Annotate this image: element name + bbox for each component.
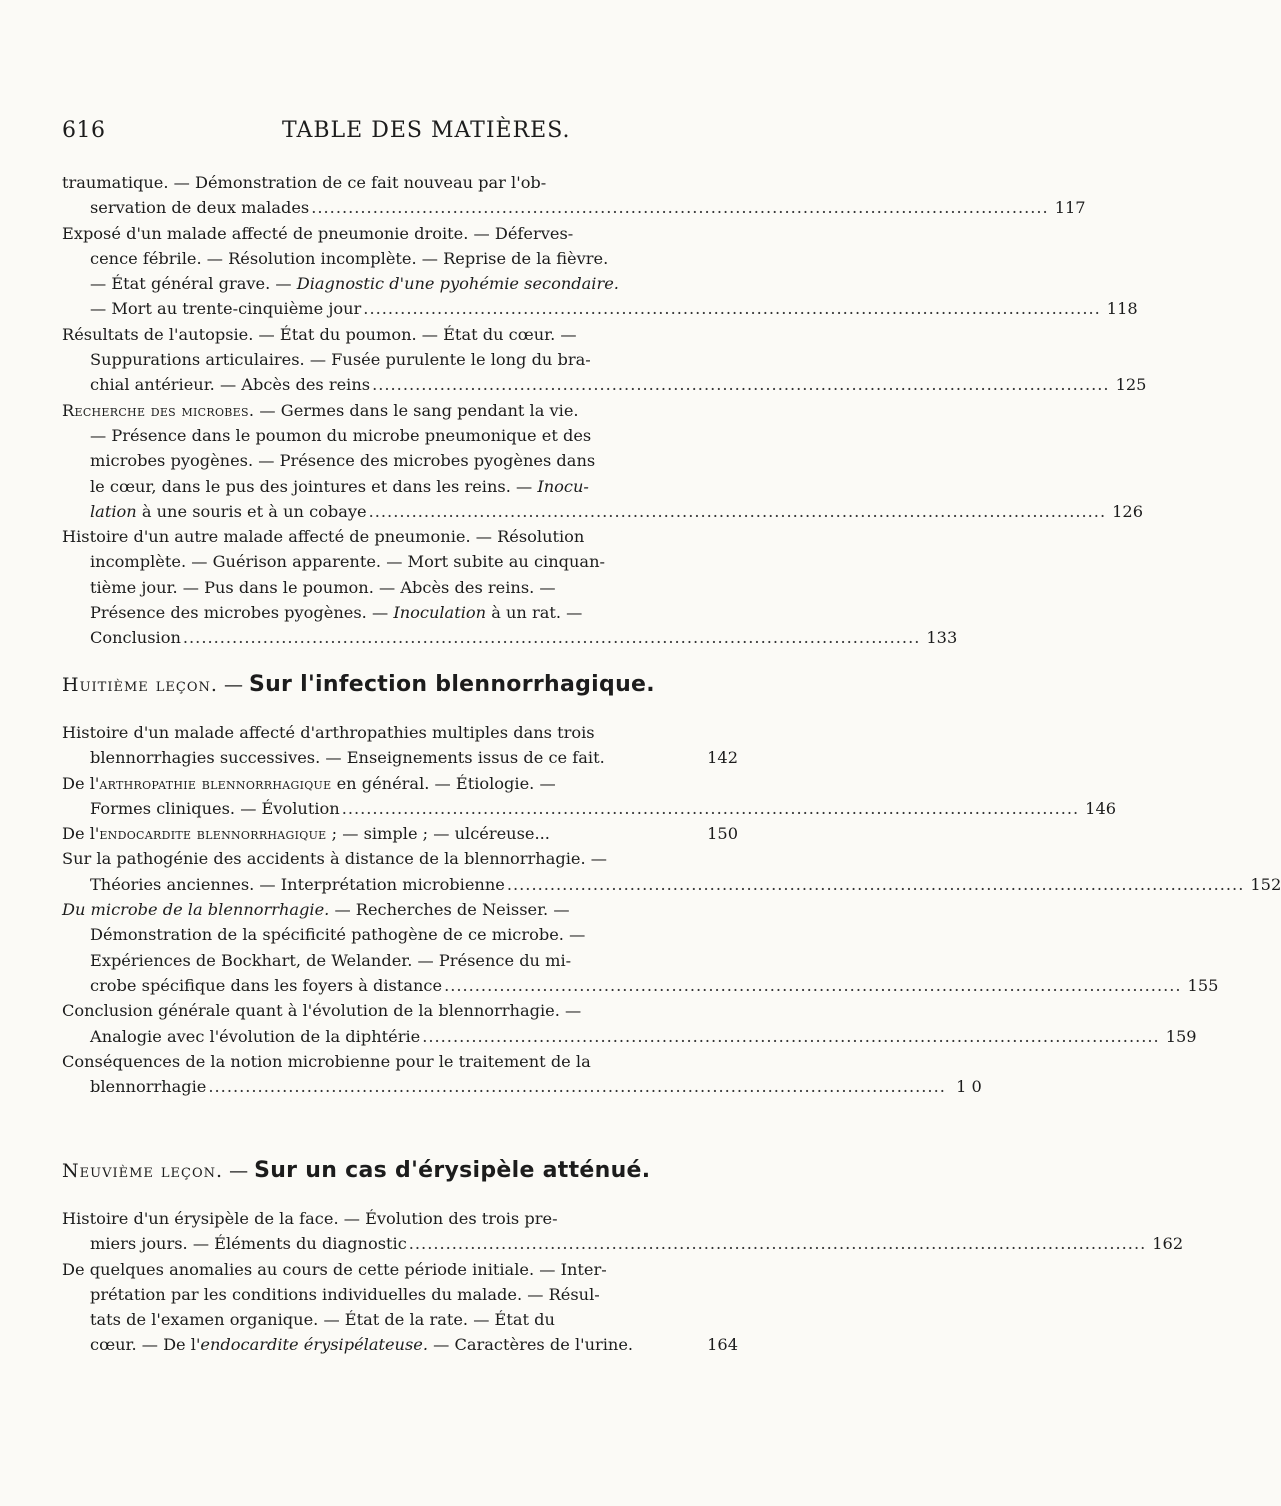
lesson-dash: — bbox=[229, 1160, 249, 1182]
entry-line: prétation par les conditions individuelles du malade. — Résul- bbox=[90, 1284, 600, 1304]
toc-entry bbox=[62, 398, 1143, 524]
entry-text: Conclusion bbox=[90, 628, 181, 648]
toc-entry bbox=[62, 998, 1197, 1049]
entry-page-number: 162 bbox=[1152, 1234, 1184, 1254]
running-title: TABLE DES MATIÈRES. bbox=[282, 118, 571, 143]
entry-line: Suppurations articulaires. — Fusée purulente le long du bra- bbox=[90, 350, 591, 370]
toc-entry bbox=[62, 221, 1138, 322]
entry-line: Histoire d'un autre malade affecté de pneumonie. — Résolution bbox=[62, 527, 585, 547]
entry-last-line bbox=[62, 499, 1143, 524]
toc-entry bbox=[62, 846, 1281, 897]
entry-line: Expériences de Bockhart, de Welander. — Présence du mi- bbox=[90, 950, 572, 970]
entry-line: microbes pyogènes. — Présence des microbes pyogènes dans bbox=[90, 451, 596, 471]
entry-last-line bbox=[62, 796, 1117, 821]
entry-line: incomplète. — Guérison apparente. — Mort subite au cinquan- bbox=[90, 552, 605, 572]
entry-line: Sur la pathogénie des accidents à distance de la blennorrhagie. — bbox=[62, 849, 607, 869]
lesson-heading-8 bbox=[62, 672, 655, 697]
entry-line: Recherche des microbes. — Germes dans le sang pendant la vie. bbox=[62, 400, 579, 420]
entry-line: De l'arthropathie blennorrhagique en général. — Étiologie. — bbox=[62, 773, 556, 793]
entry-line: traumatique. — Démonstration de ce fait nouveau par l'ob- bbox=[62, 173, 547, 192]
entry-page-number: 118 bbox=[1106, 299, 1138, 319]
entry-line: Du microbe de la blennorrhagie. — Recherches de Neisser. — bbox=[62, 900, 570, 920]
entry-text: lation à une souris et à un cobaye bbox=[90, 501, 367, 521]
entry-page-number: 125 bbox=[1115, 375, 1147, 395]
entry-line: Exposé d'un malade affecté de pneumonie droite. — Déferves- bbox=[62, 223, 574, 243]
entry-line: — État général grave. — Diagnostic d'une pyohémie secondaire. bbox=[90, 274, 619, 294]
entry-text: Formes cliniques. — Évolution bbox=[90, 798, 340, 818]
lesson-ordinal: Huitième leçon. bbox=[62, 674, 218, 696]
entry-line: tième jour. — Pus dans le poumon. — Abcès des reins. — bbox=[90, 577, 556, 597]
dot-leader: ........................................................................................................................ bbox=[311, 198, 1049, 218]
toc-entries-lesson-9 bbox=[62, 1206, 1184, 1358]
page-number: 616 bbox=[62, 118, 106, 143]
entry-page-number: 152 bbox=[1250, 874, 1281, 894]
entry-line: Histoire d'un malade affecté d'arthropathies multiples dans trois bbox=[62, 723, 595, 742]
entry-line: Histoire d'un érysipèle de la face. — Évolution des trois pre- bbox=[62, 1209, 558, 1228]
entry-line: tats de l'examen organique. — État de la rate. — État du bbox=[90, 1310, 555, 1330]
dot-leader: ........................................................................................................................ bbox=[422, 1026, 1160, 1046]
dot-leader: ........................................................................................................................ bbox=[372, 375, 1110, 395]
toc-entry bbox=[62, 1049, 982, 1100]
entry-last-line bbox=[62, 1231, 1184, 1256]
entry-line: — Présence dans le poumon du microbe pneumonique et des bbox=[90, 425, 592, 445]
entry-page-number: 155 bbox=[1187, 975, 1219, 995]
lesson-ordinal: Neuvième leçon. bbox=[62, 1160, 224, 1182]
entry-last-line bbox=[62, 1024, 1197, 1049]
toc-entry bbox=[62, 720, 738, 771]
entry-last-line bbox=[62, 625, 958, 650]
lesson-title: Sur un cas d'érysipèle atténué. bbox=[254, 1158, 651, 1183]
lesson-title: Sur l'infection blennorrhagique. bbox=[248, 672, 655, 697]
entry-line: Conclusion générale quant à l'évolution de la blennorrhagie. — bbox=[62, 1001, 582, 1021]
entry-page-number: 117 bbox=[1054, 198, 1086, 218]
entry-text: cœur. — De l'endocardite érysipélateuse. — Caractères de l'urine. bbox=[90, 1335, 634, 1355]
entry-line: De quelques anomalies au cours de cette période initiale. — Inter- bbox=[62, 1259, 607, 1279]
entry-text: Analogie avec l'évolution de la diphtérie bbox=[90, 1026, 421, 1046]
entry-text: — Mort au trente-cinquième jour bbox=[90, 299, 362, 319]
entry-last-line bbox=[62, 821, 738, 846]
toc-entries-top bbox=[62, 170, 1147, 651]
entry-page-number: 126 bbox=[1112, 501, 1143, 521]
entry-last-line bbox=[62, 195, 1086, 220]
entry-line: cence fébrile. — Résolution incomplète. — Reprise de la fièvre. bbox=[90, 248, 609, 268]
toc-entry bbox=[62, 524, 958, 650]
entry-text: Théories anciennes. — Interprétation microbienne bbox=[90, 874, 505, 894]
toc-entry bbox=[62, 771, 1117, 822]
toc-entry bbox=[62, 897, 1219, 998]
dot-leader: ........................................................................................................................ bbox=[506, 874, 1245, 894]
running-head bbox=[0, 118, 800, 148]
entry-last-line bbox=[62, 296, 1138, 321]
entry-text: crobe spécifique dans les foyers à distance bbox=[90, 975, 443, 995]
entry-page-number: 150 bbox=[707, 824, 738, 844]
dot-leader: ........................................................................................................................ bbox=[408, 1234, 1147, 1254]
dot-leader: ........................................................................................................................ bbox=[341, 798, 1080, 818]
entry-text: miers jours. — Éléments du diagnostic bbox=[90, 1234, 407, 1254]
entry-text: De l'endocardite blennorrhagique ; — simple ; — ulcéreuse... bbox=[62, 824, 550, 844]
toc-entry bbox=[62, 1257, 738, 1358]
entry-page-number: 1 0 bbox=[956, 1077, 982, 1097]
entry-line: Conséquences de la notion microbienne pour le traitement de la bbox=[62, 1051, 591, 1071]
entry-last-line bbox=[62, 745, 738, 770]
entry-page-number: 146 bbox=[1085, 798, 1117, 818]
entry-text: blennorrhagie bbox=[90, 1077, 207, 1097]
toc-entry bbox=[62, 322, 1147, 398]
entry-text: blennorrhagies successives. — Enseignements issus de ce fait. bbox=[90, 748, 605, 768]
entry-line: Résultats de l'autopsie. — État du poumon. — État du cœur. — bbox=[62, 324, 577, 344]
toc-entry bbox=[62, 170, 1086, 221]
entry-last-line bbox=[62, 1074, 982, 1099]
entry-last-line bbox=[62, 372, 1147, 397]
lesson-dash: — bbox=[223, 674, 243, 696]
lesson-heading-9 bbox=[62, 1158, 650, 1183]
dot-leader: ........................................................................................................................ bbox=[363, 299, 1101, 319]
toc-entry bbox=[62, 821, 738, 846]
entry-line: Présence des microbes pyogènes. — Inoculation à un rat. — bbox=[90, 603, 583, 623]
dot-leader: ........................................................................................................................ bbox=[208, 1077, 946, 1097]
toc-entries-lesson-8 bbox=[62, 720, 1281, 1099]
toc-entry bbox=[62, 1206, 1184, 1257]
entry-text: chial antérieur. — Abcès des reins bbox=[90, 375, 371, 395]
dot-leader: ........................................................................................................................ bbox=[444, 975, 1182, 995]
entry-page-number: 133 bbox=[926, 628, 958, 648]
dot-leader: ........................................................................................................................ bbox=[182, 628, 921, 648]
entry-text: servation de deux malades bbox=[90, 198, 310, 218]
entry-last-line bbox=[62, 973, 1219, 998]
entry-last-line bbox=[62, 872, 1281, 897]
entry-line: le cœur, dans le pus des jointures et dans les reins. — Inocu- bbox=[90, 476, 589, 496]
dot-leader: ........................................................................................................................ bbox=[368, 501, 1107, 521]
entry-page-number: 159 bbox=[1165, 1026, 1197, 1046]
entry-page-number: 164 bbox=[707, 1335, 738, 1355]
entry-line: Démonstration de la spécificité pathogène de ce microbe. — bbox=[90, 925, 586, 945]
entry-last-line bbox=[62, 1332, 738, 1357]
entry-page-number: 142 bbox=[707, 748, 738, 768]
